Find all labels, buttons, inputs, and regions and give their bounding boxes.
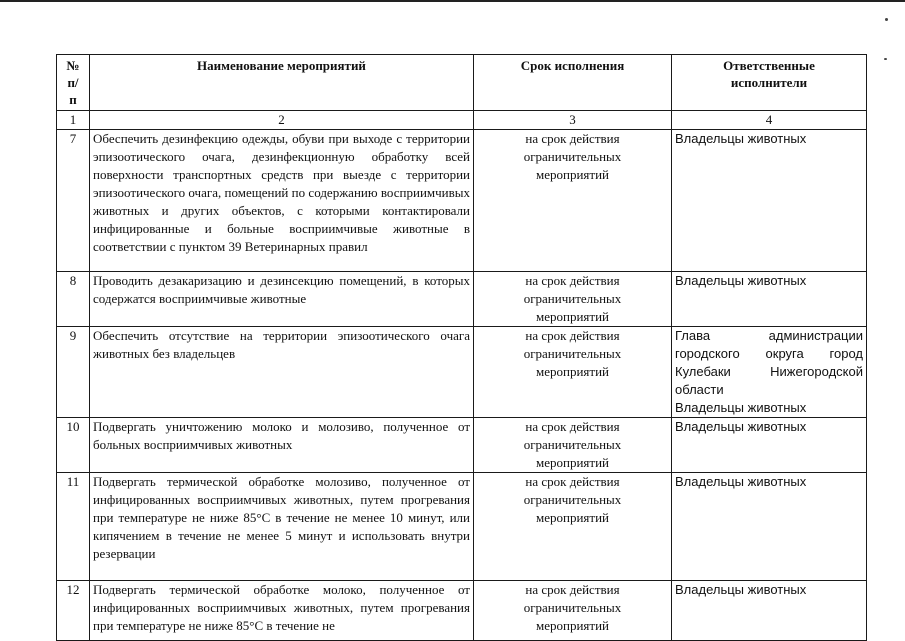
measure-name: Обеспечить отсутствие на территории эпизоотического очага животных без владельцев <box>90 327 474 418</box>
top-border-line <box>0 0 905 2</box>
column-number-row <box>57 111 867 130</box>
table-row <box>57 327 867 418</box>
responsible: Владельцы животных <box>672 581 867 641</box>
measure-name: Подвергать уничтожению молоко и молозиво, полученное от больных восприимчивых животных <box>90 418 474 473</box>
table-row <box>57 473 867 581</box>
deadline: на срок действия ограничительных мероприятий <box>474 473 672 581</box>
row-number: 10 <box>57 418 90 473</box>
responsible: Владельцы животных <box>672 473 867 581</box>
header-name: Наименование мероприятий <box>90 55 474 111</box>
deadline: на срок действия ограничительных мероприятий <box>474 418 672 473</box>
table-row <box>57 272 867 327</box>
measures-table <box>56 54 867 641</box>
col-number: 2 <box>90 111 474 130</box>
deadline: на срок действия ограничительных мероприятий <box>474 272 672 327</box>
scan-speck <box>884 58 887 60</box>
responsible: Владельцы животных <box>672 130 867 272</box>
table-row <box>57 418 867 473</box>
table-row <box>57 581 867 641</box>
responsible-secondary: Владельцы животных <box>675 400 807 415</box>
col-number: 1 <box>57 111 90 130</box>
col-number: 4 <box>672 111 867 130</box>
responsible-primary: Глава администрации городского округа город Кулебаки Нижегородской области <box>675 328 863 397</box>
deadline: на срок действия ограничительных мероприятий <box>474 130 672 272</box>
measure-name: Обеспечить дезинфекцию одежды, обуви при выходе с территории эпизоотического очага, дезинфекционную обработку всей поверхности транспортных средств при выезде с территории эпизоотического очага, помещений по содержанию восприимчивых животных и других объектов, с которыми контактировали инфицированные и больные восприимчивые животные в соответствии с пунктом 39 Ветеринарных правил <box>90 130 474 272</box>
row-number: 11 <box>57 473 90 581</box>
measure-name: Подвергать термической обработке молоко, полученное от инфицированных восприимчивых животных, путем прогревания при температуре не ниже 85°С в течение не <box>90 581 474 641</box>
row-number: 7 <box>57 130 90 272</box>
deadline: на срок действия ограничительных мероприятий <box>474 581 672 641</box>
responsible: Владельцы животных <box>672 272 867 327</box>
responsible: Владельцы животных <box>672 418 867 473</box>
row-number: 9 <box>57 327 90 418</box>
header-resp: Ответственные исполнители <box>672 55 867 111</box>
row-number: 8 <box>57 272 90 327</box>
scan-speck <box>885 18 888 21</box>
responsible <box>672 327 867 418</box>
col-number: 3 <box>474 111 672 130</box>
header-num: № п/п <box>57 55 90 111</box>
table-header-row <box>57 55 867 111</box>
measure-name: Проводить дезакаризацию и дезинсекцию помещений, в которых содержатся восприимчивые животные <box>90 272 474 327</box>
table-row <box>57 130 867 272</box>
row-number: 12 <box>57 581 90 641</box>
header-term: Срок исполнения <box>474 55 672 111</box>
measure-name: Подвергать термической обработке молозиво, полученное от инфицированных восприимчивых животных, путем прогревания при температуре не ниже 85°С в течение не менее 10 минут, или кипячением в течение не менее 5 минут и использовать внутри резервации <box>90 473 474 581</box>
deadline: на срок действия ограничительных мероприятий <box>474 327 672 418</box>
